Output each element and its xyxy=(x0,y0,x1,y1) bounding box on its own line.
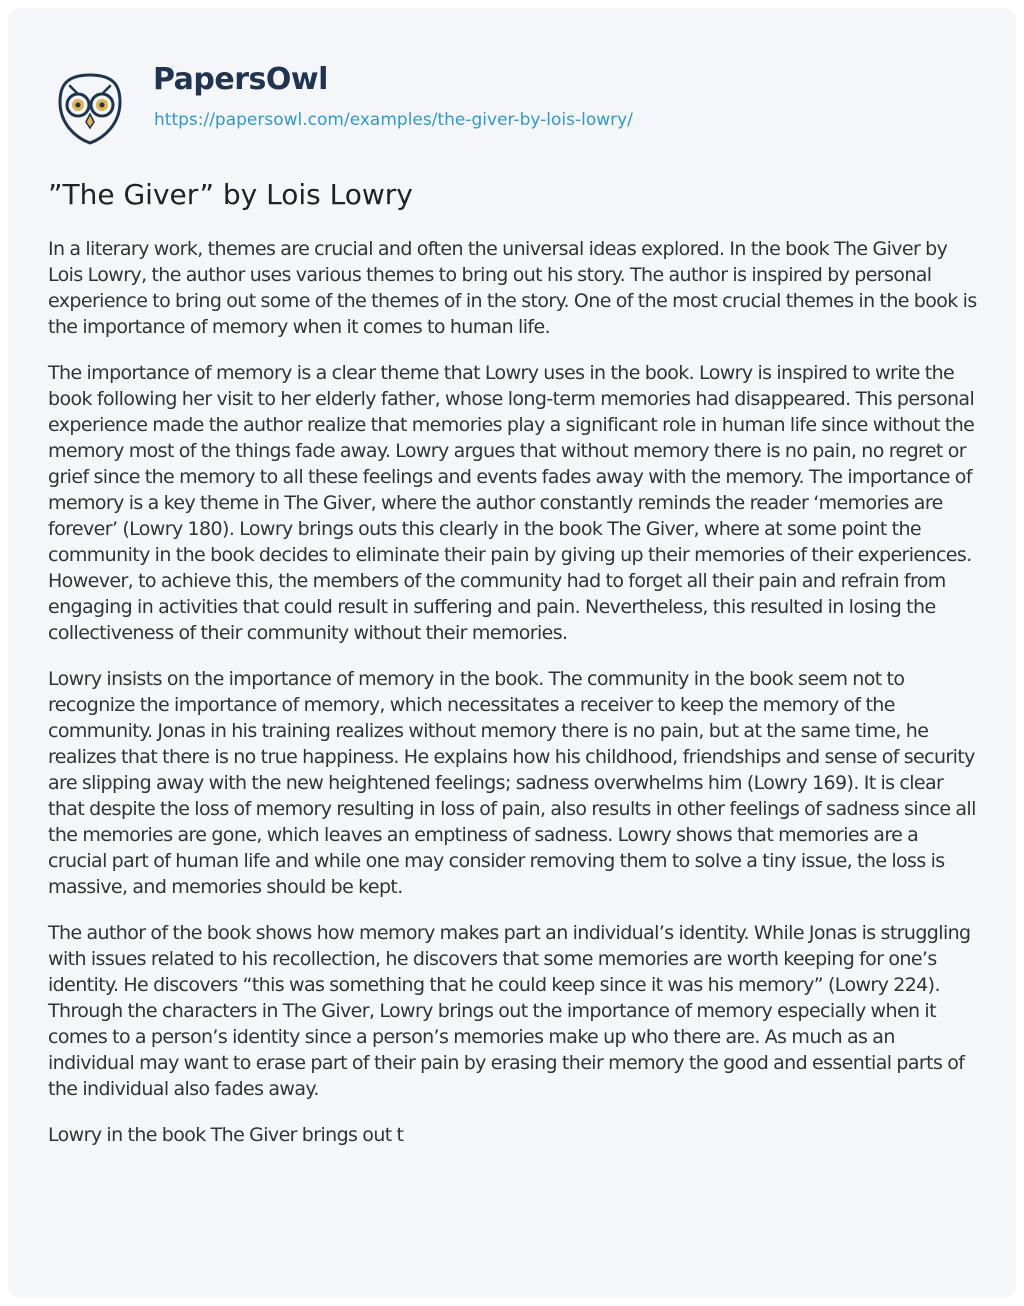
paragraph: Lowry insists on the importance of memory in the book. The community in the book seem not to recognize the importance of memory, which necessitates a receiver to keep the memory of the community. Jonas in his training realizes without memory there is no pain, but at the same time, he realizes that there is no true happiness. He explains how his childhood, friendships and sense of security are slipping away with the new heightened feelings; sadness overwhelms him (Lowry 169). It is clear that despite the loss of memory resulting in loss of pain, also results in other feelings of sadness since all the memories are gone, which leaves an emptiness of sadness. Lowry shows that memories are a crucial part of human life and while one may consider removing them to solve a tiny issue, the loss is massive, and memories should be kept. xyxy=(48,668,976,898)
paragraph: The author of the book shows how memory makes part an individual’s identity. While Jonas is struggling with issues related to his recollection, he discovers that some memories are worth keeping for one’s identity. He discovers “this was something that he could keep since it was his memory” (Lowry 224). Through the characters in The Giver, Lowry brings out the importance of memory especially when it comes to a person’s identity since a person’s memories make up who there are. As much as an individual may want to erase part of their pain by erasing their memory the good and essential parts of the individual also fades away. xyxy=(48,922,971,1100)
source-url-link[interactable]: https://papersowl.com/examples/the-giver-by-lois-lowry/ xyxy=(154,110,633,130)
essay-title: ”The Giver” by Lois Lowry xyxy=(48,178,413,211)
paragraph: In a literary work, themes are crucial and often the universal ideas explored. In the book The Giver by Lois Lowry, the author uses various themes to bring out his story. The author is inspired by personal experience to bring out some of the themes of in the story. One of the most crucial themes in the book is the importance of memory when it comes to human life. xyxy=(48,238,977,338)
brand-name: PapersOwl xyxy=(153,62,328,97)
paragraph-truncated: Lowry in the book The Giver brings out t xyxy=(48,1124,404,1146)
document-card xyxy=(8,8,1016,1298)
essay-body xyxy=(48,236,978,1168)
paragraph: The importance of memory is a clear theme that Lowry uses in the book. Lowry is inspired to write the book following her visit to her elderly father, whose long-term memories had disappeared. This personal experience made the author realize that memories play a significant role in human life since without the memory most of the things fade away. Lowry argues that without memory there is no pain, no regret or grief since the memory to all these feelings and events fades away with the memory. The importance of memory is a key theme in The Giver, where the author constantly reminds the reader ‘memories are forever’ (Lowry 180). Lowry brings outs this clearly in the book The Giver, where at some point the community in the book decides to eliminate their pain by giving up their memories of their experiences. However, to achieve this, the members of the community had to forget all their pain and refrain from engaging in activities that could result in suffering and pain. Nevertheless, this resulted in losing the collectiveness of their community without their memories. xyxy=(48,362,975,644)
owl-logo-icon[interactable] xyxy=(56,72,124,146)
